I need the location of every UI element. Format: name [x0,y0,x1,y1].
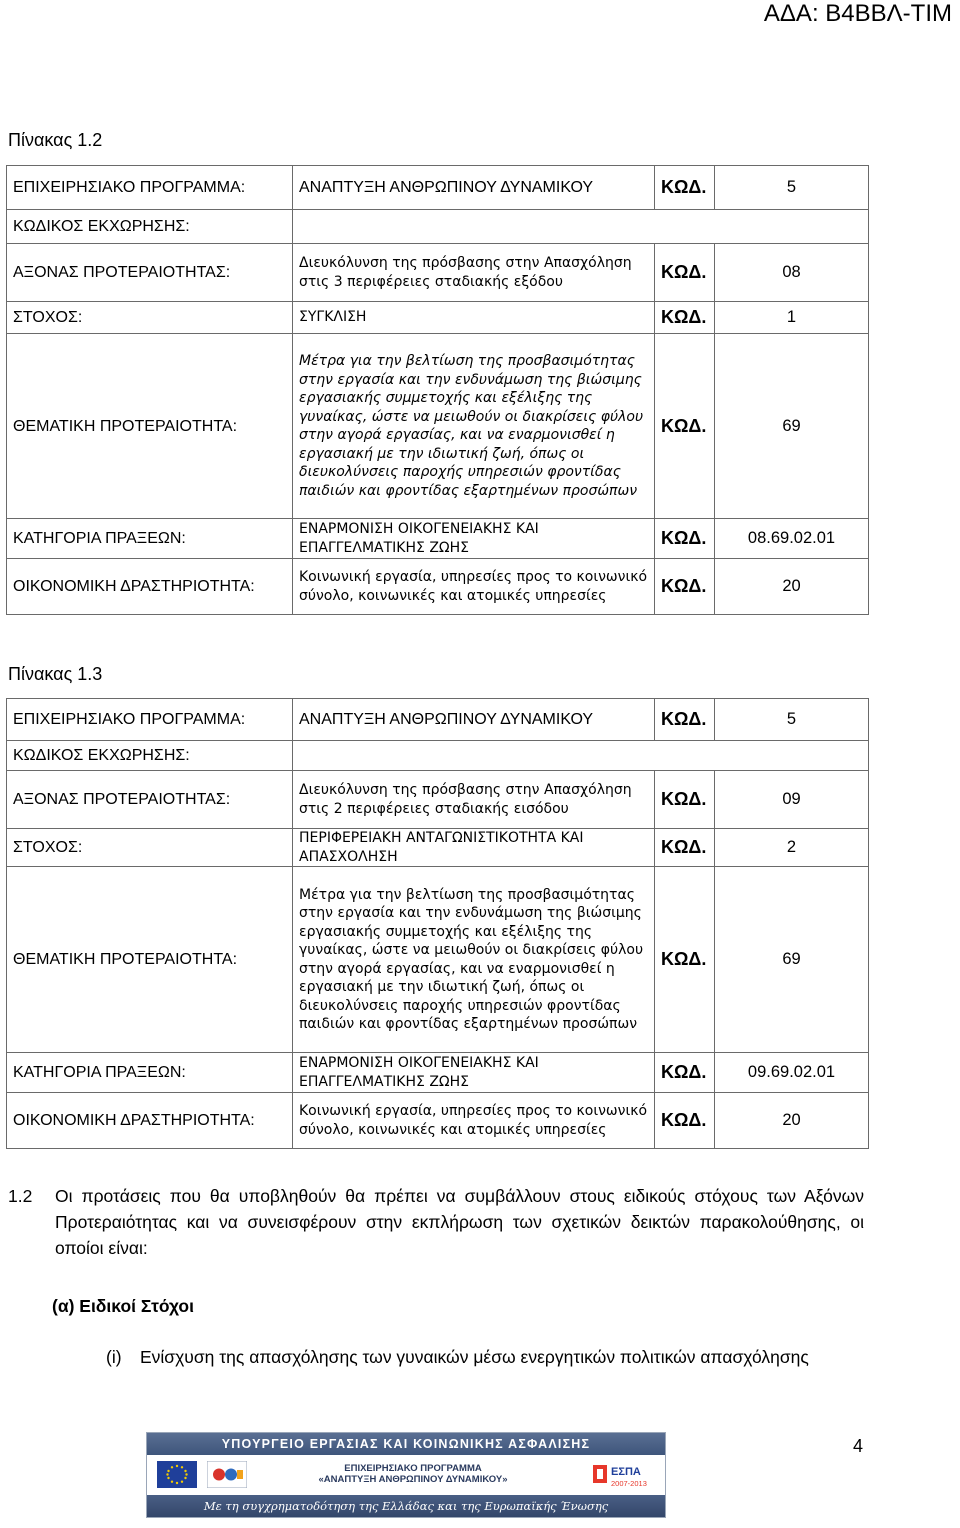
espa-label: ΕΣΠΑ [611,1466,641,1478]
category-kod: ΚΩΔ. [655,519,715,559]
list-item [106,1345,862,1370]
goal-kod: ΚΩΔ. [655,302,715,334]
table2 [6,698,869,1149]
category-value: ΕΝΑΡΜΟΝΙΣΗ ΟΙΚΟΓΕΝΕΙΑΚΗΣ ΚΑΙ ΕΠΑΓΓΕΛΜΑΤΙΚΗΣ ΖΩΗΣ [293,1053,655,1093]
thematic-kod: ΚΩΔ. [655,334,715,519]
program-kod: ΚΩΔ. [655,166,715,210]
thematic-label: ΘΕΜΑΤΙΚΗ ΠΡΟΤΕΡΑΙΟΤΗΤΑ: [7,867,293,1053]
category-label: ΚΑΤΗΓΟΡΙΑ ΠΡΑΞΕΩΝ: [7,1053,293,1093]
category-kod: ΚΩΔ. [655,1053,715,1093]
submission-code-value [293,210,869,244]
eu-flag-icon [157,1461,197,1488]
table1 [6,165,869,615]
table1-caption: Πίνακας 1.2 [8,130,103,150]
goal-label: ΣΤΟΧΟΣ: [7,829,293,867]
thematic-code: 69 [715,334,869,519]
category-code: 08.69.02.01 [715,519,869,559]
subheading: (α) Ειδικοί Στόχοι [52,1296,194,1316]
category-code: 09.69.02.01 [715,1053,869,1093]
economic-label: ΟΙΚΟΝΟΜΙΚΗ ΔΡΑΣΤΗΡΙΟΤΗΤΑ: [7,1093,293,1149]
section-text: Οι προτάσεις που θα υποβληθούν θα πρέπει να συμβάλλουν στους ειδικούς στόχους των Αξόνων Προτεραιότητας και να συνεισφέρουν στην εκπλήρωση των σχετικών δεικτών παρακολούθησης, οι οποίοι είναι: [55,1186,864,1258]
submission-code-value [293,741,869,771]
thematic-value: Μέτρα για την βελτίωση της προσβασιμότητας στην εργασία και την ενδυνάμωση της βιώσιμης εργασιακής συμμετοχής και εξέλιξης της γυναίκας, ώστε να μειωθούν οι διακρίσεις φύλου στην αγορά εργασίας, και να εναρμονισθεί η εργασιακή με την ιδιωτική ζωή, όπως οι διευκολύνσεις παροχής υπηρεσιών φροντίδας παιδιών και φροντίδας εξαρτημένων προσώπων [293,334,655,519]
program-value: ΑΝΑΠΤΥΞΗ ΑΝΘΡΩΠΙΝΟΥ ΔΥΝΑΜΙΚΟΥ [293,166,655,210]
economic-value: Κοινωνική εργασία, υπηρεσίες προς το κοινωνικό σύνολο, κοινωνικές και ατομικές υπηρεσίες [293,1093,655,1149]
economic-code: 20 [715,1093,869,1149]
cofunding-line: Με τη συγχρηματοδότηση της Ελλάδας και της Ευρωπαϊκής Ένωσης [147,1495,665,1517]
section-number: 1.2 [8,1186,33,1206]
goal-code: 2 [715,829,869,867]
espa-years: 2007-2013 [611,1479,647,1488]
axis-kod: ΚΩΔ. [655,244,715,302]
goal-code: 1 [715,302,869,334]
program-label: ΕΠΙΧΕΙΡΗΣΙΑΚΟ ΠΡΟΓΡΑΜΜΑ: [7,166,293,210]
program-kod: ΚΩΔ. [655,699,715,741]
thematic-code: 69 [715,867,869,1053]
economic-code: 20 [715,559,869,615]
thematic-label: ΘΕΜΑΤΙΚΗ ΠΡΟΤΕΡΑΙΟΤΗΤΑ: [7,334,293,519]
section-paragraph [8,1183,864,1261]
category-label: ΚΑΤΗΓΟΡΙΑ ΠΡΑΞΕΩΝ: [7,519,293,559]
banner-logos [147,1455,665,1495]
economic-label: ΟΙΚΟΝΟΜΙΚΗ ΔΡΑΣΤΗΡΙΟΤΗΤΑ: [7,559,293,615]
program-label: ΕΠΙΧΕΙΡΗΣΙΑΚΟ ΠΡΟΓΡΑΜΜΑ: [7,699,293,741]
program-code: 5 [715,166,869,210]
axis-kod: ΚΩΔ. [655,771,715,829]
thematic-value: Μέτρα για την βελτίωση της προσβασιμότητας στην εργασία και την ενδυνάμωση της βιώσιμης εργασιακής συμμετοχής και εξέλιξης της γυναίκας, ώστε να μειωθούν οι διακρίσεις φύλου στην αγορά εργασίας, και να εναρμονισθεί η εργασιακή με την ιδιωτική ζωή, όπως οι διευκολύνσεις παροχής υπηρεσιών φροντίδας παιδιών και φροντίδας εξαρτημένων προσώπων [293,867,655,1053]
list-item-text: Ενίσχυση της απασχόλησης των γυναικών μέσω ενεργητικών πολιτικών απασχόλησης [140,1347,809,1367]
footer-banner [146,1432,666,1518]
list-item-marker: (i) [106,1347,122,1367]
page-number: 4 [852,1436,863,1456]
axis-label: ΑΞΟΝΑΣ ΠΡΟΤΕΡΑΙΟΤΗΤΑΣ: [7,244,293,302]
program-name [253,1463,573,1485]
program-line-1: ΕΠΙΧΕΙΡΗΣΙΑΚΟ ΠΡΟΓΡΑΜΜΑ [344,1463,482,1474]
espa-logo-icon [587,1459,657,1491]
economic-kod: ΚΩΔ. [655,1093,715,1149]
goal-value: ΠΕΡΙΦΕΡΕΙΑΚΗ ΑΝΤΑΓΩΝΙΣΤΙΚΟΤΗΤΑ ΚΑΙ ΑΠΑΣΧΟΛΗΣΗ [293,829,655,867]
thematic-kod: ΚΩΔ. [655,867,715,1053]
program-value: ΑΝΑΠΤΥΞΗ ΑΝΘΡΩΠΙΝΟΥ ΔΥΝΑΜΙΚΟΥ [293,699,655,741]
submission-code-label: ΚΩΔΙΚΟΣ ΕΚΧΩΡΗΣΗΣ: [7,741,293,771]
economic-value: Κοινωνική εργασία, υπηρεσίες προς το κοινωνικό σύνολο, κοινωνικές και ατομικές υπηρεσίες [293,559,655,615]
goal-label: ΣΤΟΧΟΣ: [7,302,293,334]
program-code: 5 [715,699,869,741]
axis-value: Διευκόλυνση της πρόσβασης στην Απασχόληση στις 3 περιφέρειες σταδιακής εξόδου [293,244,655,302]
axis-code: 09 [715,771,869,829]
axis-value: Διευκόλυνση της πρόσβασης στην Απασχόληση στις 2 περιφέρειες σταδιακής εισόδου [293,771,655,829]
submission-code-label: ΚΩΔΙΚΟΣ ΕΚΧΩΡΗΣΗΣ: [7,210,293,244]
program-logo-icon [207,1461,247,1488]
axis-code: 08 [715,244,869,302]
economic-kod: ΚΩΔ. [655,559,715,615]
ministry-title: ΥΠΟΥΡΓΕΙΟ ΕΡΓΑΣΙΑΣ ΚΑΙ ΚΟΙΝΩΝΙΚΗΣ ΑΣΦΑΛΙΣΗΣ [147,1433,665,1455]
table2-caption: Πίνακας 1.3 [8,664,103,684]
ada-code: ΑΔΑ: Β4ΒΒΛ-ΤΙΜ [763,0,952,27]
program-line-2: «ΑΝΑΠΤΥΞΗ ΑΝΘΡΩΠΙΝΟΥ ΔΥΝΑΜΙΚΟΥ» [318,1474,508,1485]
goal-kod: ΚΩΔ. [655,829,715,867]
axis-label: ΑΞΟΝΑΣ ΠΡΟΤΕΡΑΙΟΤΗΤΑΣ: [7,771,293,829]
category-value: ΕΝΑΡΜΟΝΙΣΗ ΟΙΚΟΓΕΝΕΙΑΚΗΣ ΚΑΙ ΕΠΑΓΓΕΛΜΑΤΙΚΗΣ ΖΩΗΣ [293,519,655,559]
goal-value: ΣΥΓΚΛΙΣΗ [293,302,655,334]
